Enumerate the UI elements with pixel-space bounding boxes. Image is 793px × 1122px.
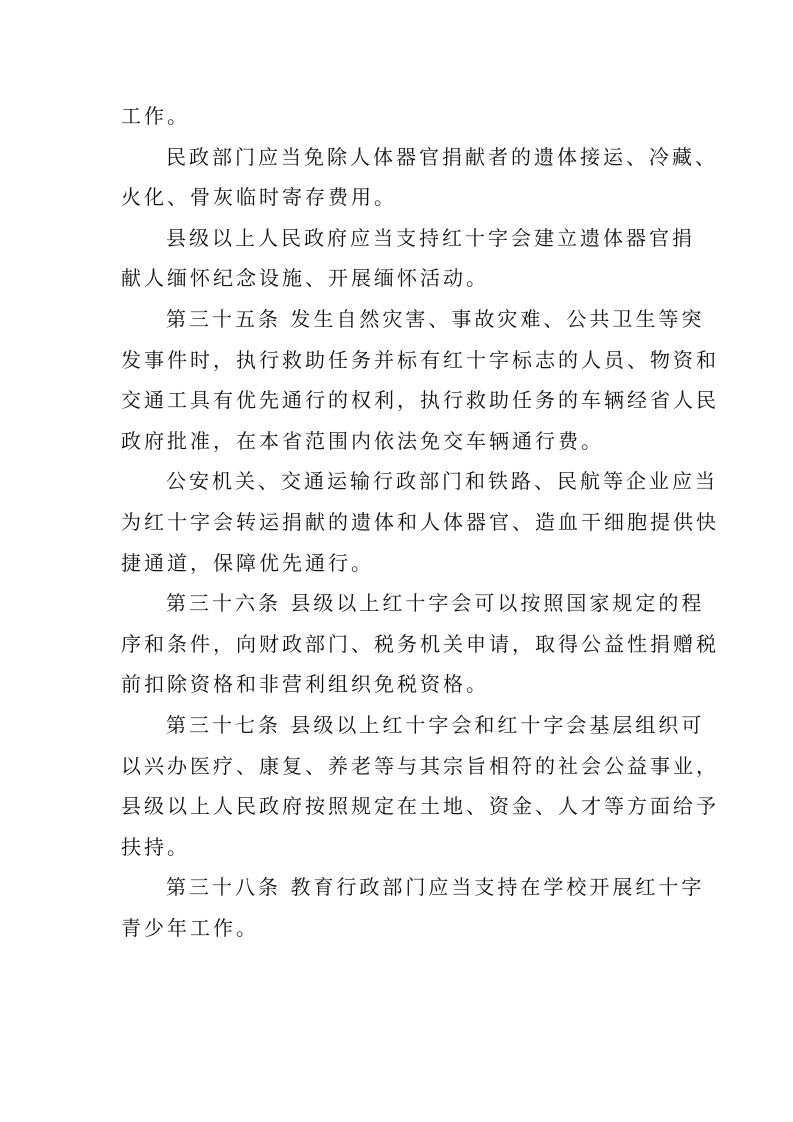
text-line: 为红十字会转运捐献的遗体和人体器官、造血干细胞提供快 <box>121 509 719 534</box>
text-line: 捷通道，保障优先通行。 <box>121 550 374 575</box>
text-line: 第三十五条 发生自然灾害、事故灾难、公共卫生等突 <box>166 306 705 331</box>
paragraph-memorial-facilities <box>121 218 695 299</box>
text-line: 交通工具有优先通行的权利，执行救助任务的车辆经省人民 <box>121 388 719 413</box>
text-line: 献人缅怀纪念设施、开展缅怀活动。 <box>121 266 489 291</box>
text-line: 第三十六条 县级以上红十字会可以按照国家规定的程 <box>166 591 705 616</box>
text-line: 以兴办医疗、康复、养老等与其宗旨相符的社会公益事业， <box>121 753 719 778</box>
paragraph-continuation <box>121 96 681 137</box>
text-line: 青少年工作。 <box>121 915 259 940</box>
article-38 <box>121 867 705 948</box>
text-line: 县级以上人民政府按照规定在土地、资金、人才等方面给予 <box>121 794 719 819</box>
document-body <box>121 96 719 948</box>
article-35 <box>121 299 719 461</box>
text-line: 第三十八条 教育行政部门应当支持在学校开展红十字 <box>166 875 705 900</box>
text-line: 前扣除资格和非营利组织免税资格。 <box>121 672 489 697</box>
article-36 <box>121 583 719 705</box>
text-line: 政府批准，在本省范围内依法免交车辆通行费。 <box>121 428 604 453</box>
text-line: 火化、骨灰临时寄存费用。 <box>121 185 397 210</box>
text-line: 县级以上人民政府应当支持红十字会建立遗体器官捐 <box>166 225 695 250</box>
paragraph-transport-priority <box>121 461 719 583</box>
text-line: 扶持。 <box>121 834 190 859</box>
text-line: 民政部门应当免除人体器官捐献者的遗体接运、冷藏、 <box>166 144 718 169</box>
text-line: 公安机关、交通运输行政部门和铁路、民航等企业应当 <box>166 469 718 494</box>
text-line: 工作。 <box>121 104 190 128</box>
paragraph-civil-affairs-fee-exemption <box>121 137 718 218</box>
article-37 <box>121 705 719 867</box>
text-line: 发事件时，执行救助任务并标有红十字标志的人员、物资和 <box>121 347 719 372</box>
text-line: 序和条件，向财政部门、税务机关申请，取得公益性捐赠税 <box>121 631 719 656</box>
text-line: 第三十七条 县级以上红十字会和红十字会基层组织可 <box>166 712 705 737</box>
